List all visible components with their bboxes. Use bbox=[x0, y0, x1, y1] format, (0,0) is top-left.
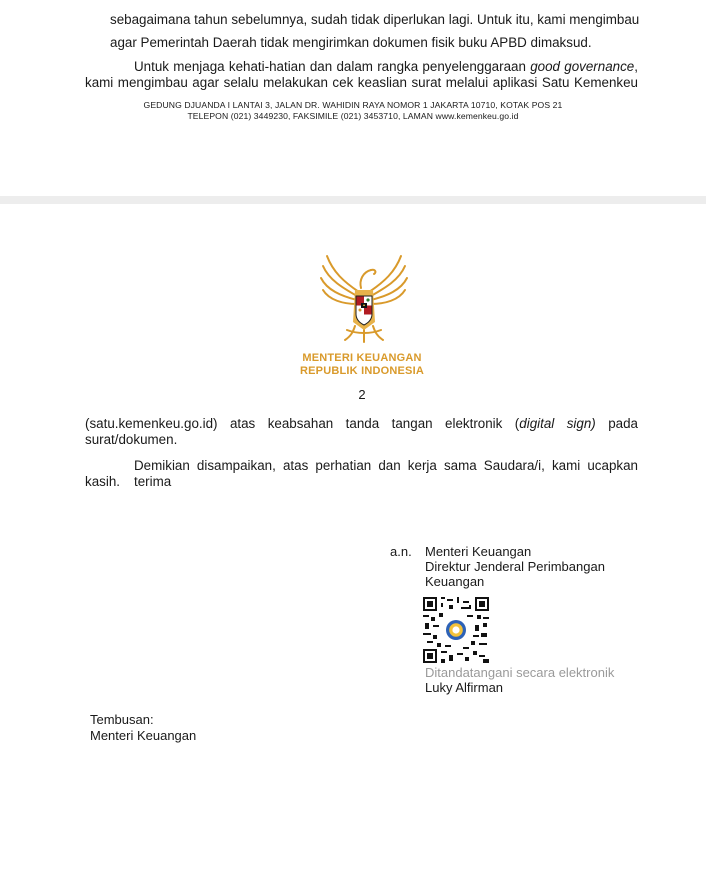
page-1 bbox=[0, 0, 706, 196]
page-number: 2 bbox=[358, 387, 366, 402]
cc-label: Tembusan: bbox=[90, 712, 154, 727]
signer-name: Luky Alfirman bbox=[425, 680, 504, 695]
garuda-pancasila-emblem-icon bbox=[319, 252, 409, 344]
signature-title-line2: Direktur Jenderal Perimbangan bbox=[425, 559, 605, 574]
letterhead-footer-address: GEDUNG DJUANDA I LANTAI 3, JALAN DR. WAHIDIN RAYA NOMOR 1 JAKARTA 10710, KOTAK POS 21 bbox=[143, 100, 563, 110]
paragraph-good-governance: Untuk menjaga kehati-hatian dan dalam rangka penyelenggaraan good governance, bbox=[134, 59, 638, 74]
qr-code-icon bbox=[423, 597, 489, 663]
body-text-line: agar Pemerintah Daerah tidak mengirimkan dokumen fisik buku APBD dimaksud. bbox=[110, 35, 592, 50]
org-name-line2: REPUBLIK INDONESIA bbox=[300, 365, 424, 377]
signature-title-line3: Keuangan bbox=[425, 574, 485, 589]
signature-prefix: a.n. bbox=[390, 544, 412, 559]
page-separator bbox=[0, 196, 706, 204]
signature-title-line1: Menteri Keuangan bbox=[425, 544, 532, 559]
electronic-signature-note: Ditandatangani secara elektronik bbox=[425, 665, 615, 680]
letterhead-footer-contact: TELEPON (021) 3449230, FAKSIMILE (021) 3453710, LAMAN www.kemenkeu.go.id bbox=[187, 111, 519, 121]
body-text-line: surat/dokumen. bbox=[85, 432, 178, 447]
cc-recipient: Menteri Keuangan bbox=[90, 728, 197, 743]
body-text-line: kami mengimbau agar selalu melakukan cek keaslian surat melalui aplikasi Satu Kemenkeu bbox=[85, 75, 638, 90]
org-name-line1: MENTERI KEUANGAN bbox=[302, 352, 422, 364]
page-2 bbox=[0, 204, 706, 871]
paragraph-verification: (satu.kemenkeu.go.id) atas keabsahan tanda tangan elektronik (digital sign) pada bbox=[85, 416, 638, 431]
body-text-line: kasih. bbox=[85, 474, 120, 489]
body-text-line: sebagaimana tahun sebelumnya, sudah tidak diperlukan lagi. Untuk itu, kami mengimbau bbox=[110, 12, 640, 27]
paragraph-closing: Demikian disampaikan, atas perhatian dan kerja sama Saudara/i, kami ucapkan terima bbox=[134, 458, 638, 489]
